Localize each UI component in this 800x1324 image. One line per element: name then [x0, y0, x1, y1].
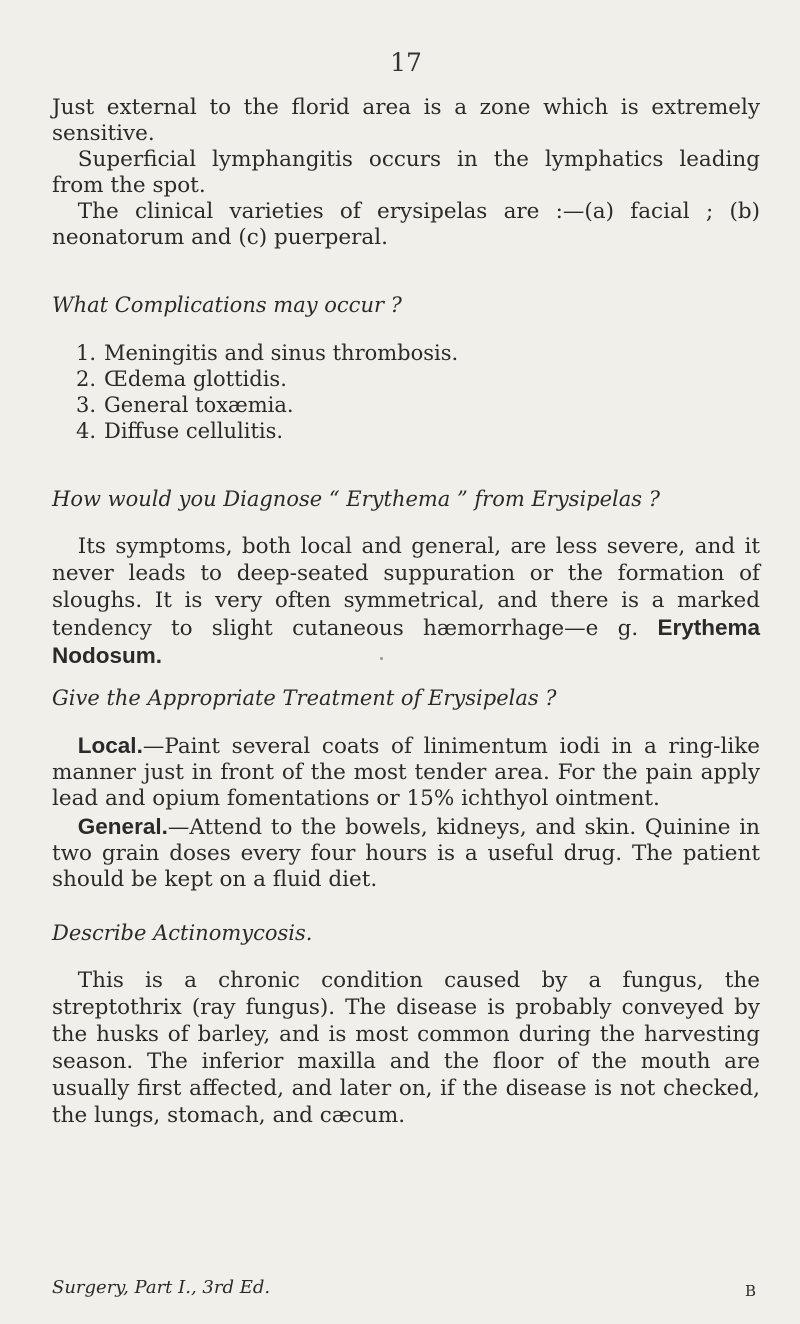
list-item-text: Œdema glottidis.	[104, 367, 287, 391]
treatment-general-label: General.	[77, 814, 168, 839]
intro-paragraph-zone: Just external to the florid area is a zone which is extremely sensitive.	[52, 95, 760, 146]
complications-heading: What Complications may occur ?	[52, 293, 402, 317]
treatment-general-text: —Attend to the bowels, kidneys, and skin. Quinine in two grain doses every four hours is a useful drug. The patient should be kept on a fluid diet.	[52, 815, 760, 892]
diagnosis-body: Its symptoms, both local and general, are less severe, and it never leads to deep-seated suppuration or the formation of sloughs. It is very often symmetrical, and there is a marked tendency to slight cutaneous hæmorrhage—e g.	[52, 534, 760, 641]
footer-signature: B	[744, 1282, 756, 1300]
treatment-general-paragraph	[52, 814, 760, 893]
diagnosis-heading: How would you Diagnose “ Erythema ” from Erysipelas ?	[52, 487, 660, 511]
treatment-local-label: Local.	[77, 733, 143, 758]
book-page	[52, 0, 760, 1324]
complications-list	[76, 340, 676, 444]
list-item-number: 4.	[76, 419, 97, 443]
actinomycosis-paragraph: This is a chronic condition caused by a fungus, the streptothrix (ray fungus). The disease is probably conveyed by the husks of barley, and is most common during the harvesting season. The inferior maxilla and the floor of the mouth are usually first affected, and later on, if the disease is not checked, the lungs, stomach, and cæcum.	[52, 968, 760, 1128]
list-item-text: Diffuse cellulitis.	[104, 419, 284, 443]
divider-dot	[380, 657, 383, 660]
footer-source: Surgery, Part I., 3rd Ed.	[52, 1277, 271, 1298]
page-footer	[52, 1277, 760, 1299]
intro-paragraph-varieties: The clinical varieties of erysipelas are :—(a) facial ; (b) neonatorum and (c) puerperal.	[52, 199, 760, 250]
treatment-local-text: —Paint several coats of linimentum iodi in a ring-like manner just in front of the most tender area. For the pain apply lead and opium fomentations or 15% ichthyol ointment.	[52, 734, 760, 811]
list-item	[76, 392, 676, 418]
diagnosis-paragraph	[52, 533, 760, 670]
page-number: 17	[390, 48, 422, 77]
list-item	[76, 366, 676, 392]
list-item	[76, 340, 676, 366]
list-item	[76, 418, 676, 444]
list-item-number: 1.	[76, 341, 97, 365]
treatment-heading: Give the Appropriate Treatment of Erysipelas ?	[52, 686, 557, 710]
treatment-local-paragraph	[52, 733, 760, 812]
actinomycosis-heading: Describe Actinomycosis.	[52, 921, 313, 945]
list-item-number: 3.	[76, 393, 97, 417]
list-item-number: 2.	[76, 367, 97, 391]
list-item-text: General toxæmia.	[104, 393, 294, 417]
diagnosis-example: Erythema Nodosum.	[52, 615, 760, 668]
intro-paragraph-lymphangitis: Superficial lymphangitis occurs in the lymphatics leading from the spot.	[52, 147, 760, 198]
list-item-text: Meningitis and sinus thrombosis.	[104, 341, 459, 365]
